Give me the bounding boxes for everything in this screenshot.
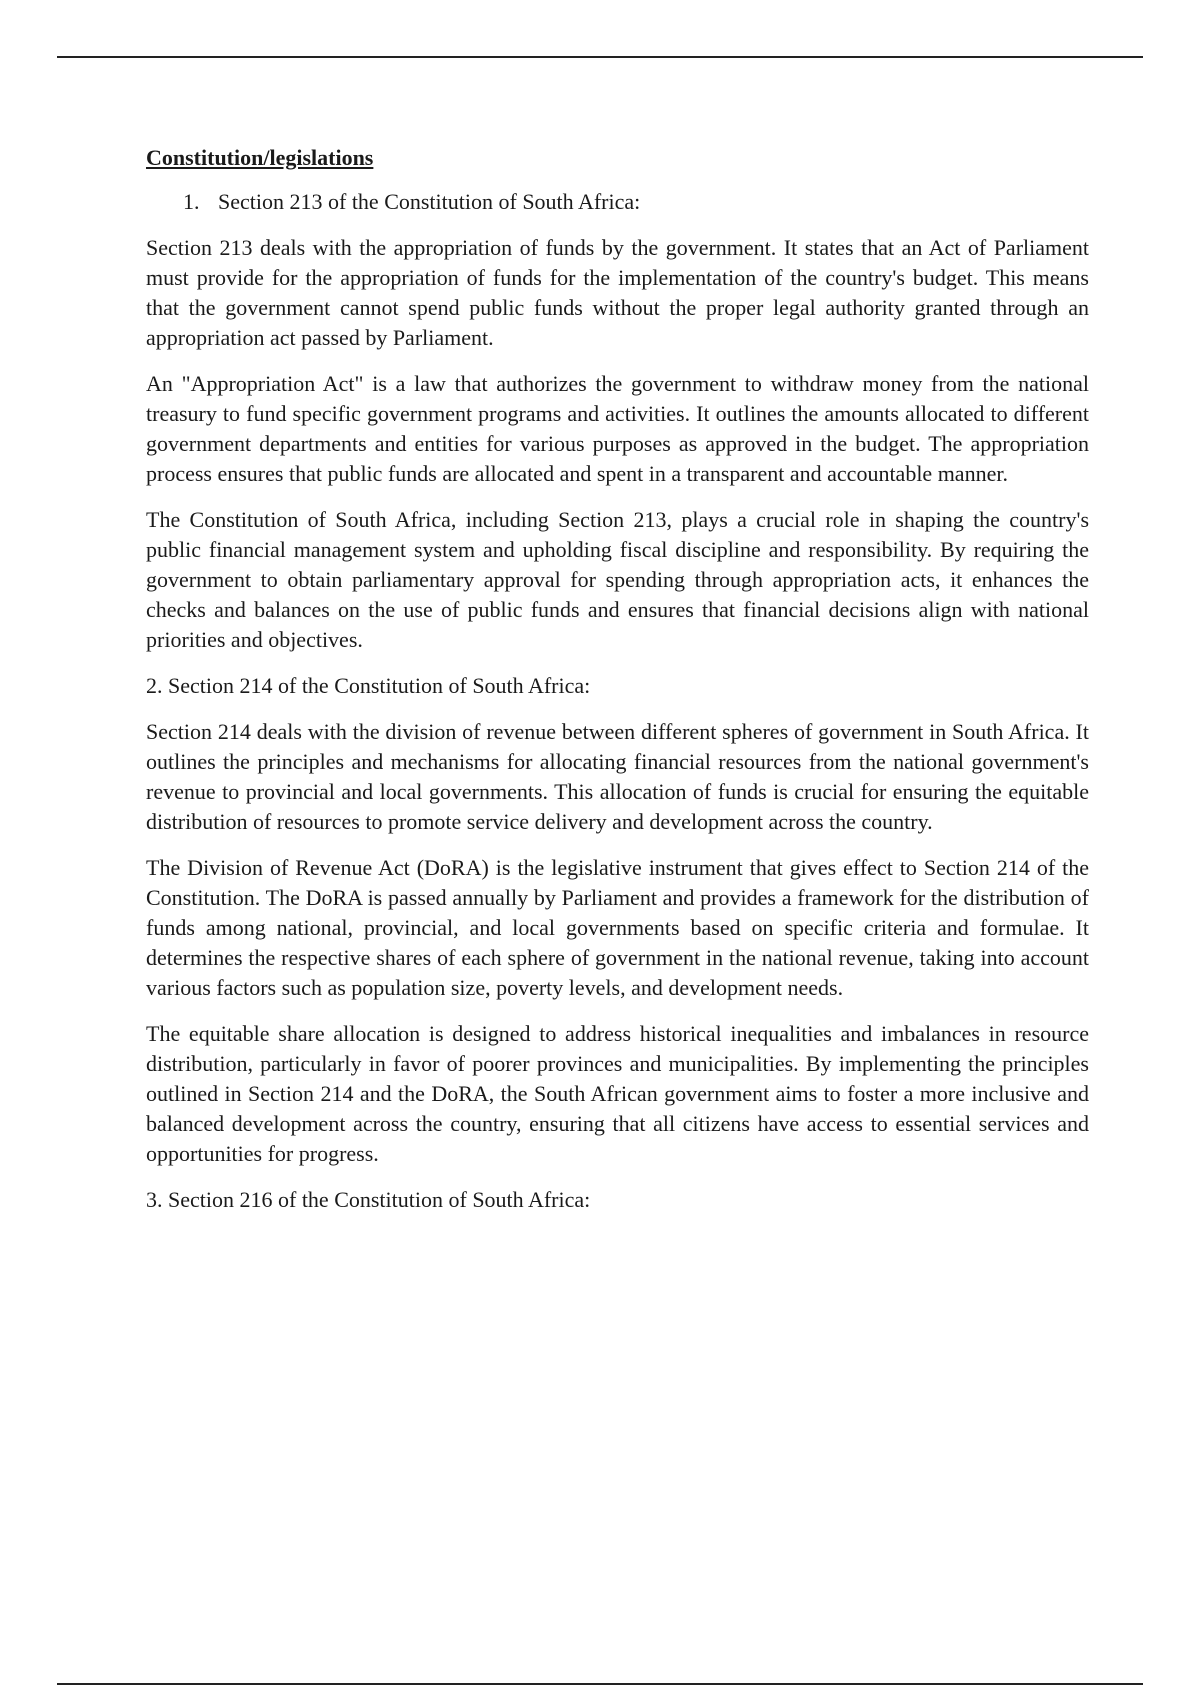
list-number: 1.	[183, 189, 200, 214]
section-216-title: 3. Section 216 of the Constitution of South Africa:	[146, 1187, 591, 1212]
section-213-title	[146, 187, 1089, 217]
bottom-rule	[57, 1683, 1143, 1685]
section-title-text: Section 213 of the Constitution of South Africa:	[218, 189, 641, 214]
paragraph: The Constitution of South Africa, including Section 213, plays a crucial role in shaping the country's public financial management system and upholding fiscal discipline and responsibility. By requiring the government to obtain parliamentary approval for spending through appropriation acts, it enhances the checks and balances on the use of public funds and ensures that financial decisions align with national priorities and objectives.	[146, 507, 1089, 652]
paragraph: The Division of Revenue Act (DoRA) is the legislative instrument that gives effect to Section 214 of the Constitution. The DoRA is passed annually by Parliament and provides a framework for the distribution of funds among national, provincial, and local governments based on specific criteria and formulae. It determines the respective shares of each sphere of government in the national revenue, taking into account various factors such as population size, poverty levels, and development needs.	[146, 855, 1089, 1000]
paragraph: The equitable share allocation is designed to address historical inequalities and imbalances in resource distribution, particularly in favor of poorer provinces and municipalities. By implementing the principles outlined in Section 214 and the DoRA, the South African government aims to foster a more inclusive and balanced development across the country, ensuring that all citizens have access to essential services and opportunities for progress.	[146, 1021, 1089, 1166]
document-body	[146, 143, 1089, 1231]
document-heading: Constitution/legislations	[146, 145, 374, 170]
paragraph: Section 214 deals with the division of revenue between different spheres of government in South Africa. It outlines the principles and mechanisms for allocating financial resources from the national government's revenue to provincial and local governments. This allocation of funds is crucial for ensuring the equitable distribution of resources to promote service delivery and development across the country.	[146, 719, 1089, 834]
paragraph: An "Appropriation Act" is a law that authorizes the government to withdraw money from the national treasury to fund specific government programs and activities. It outlines the amounts allocated to different government departments and entities for various purposes as approved in the budget. The appropriation process ensures that public funds are allocated and spent in a transparent and accountable manner.	[146, 371, 1089, 486]
paragraph: Section 213 deals with the appropriation of funds by the government. It states that an Act of Parliament must provide for the appropriation of funds for the implementation of the country's budget. This means that the government cannot spend public funds without the proper legal authority granted through an appropriation act passed by Parliament.	[146, 235, 1089, 350]
top-rule	[57, 56, 1143, 58]
section-214-title: 2. Section 214 of the Constitution of South Africa:	[146, 673, 591, 698]
